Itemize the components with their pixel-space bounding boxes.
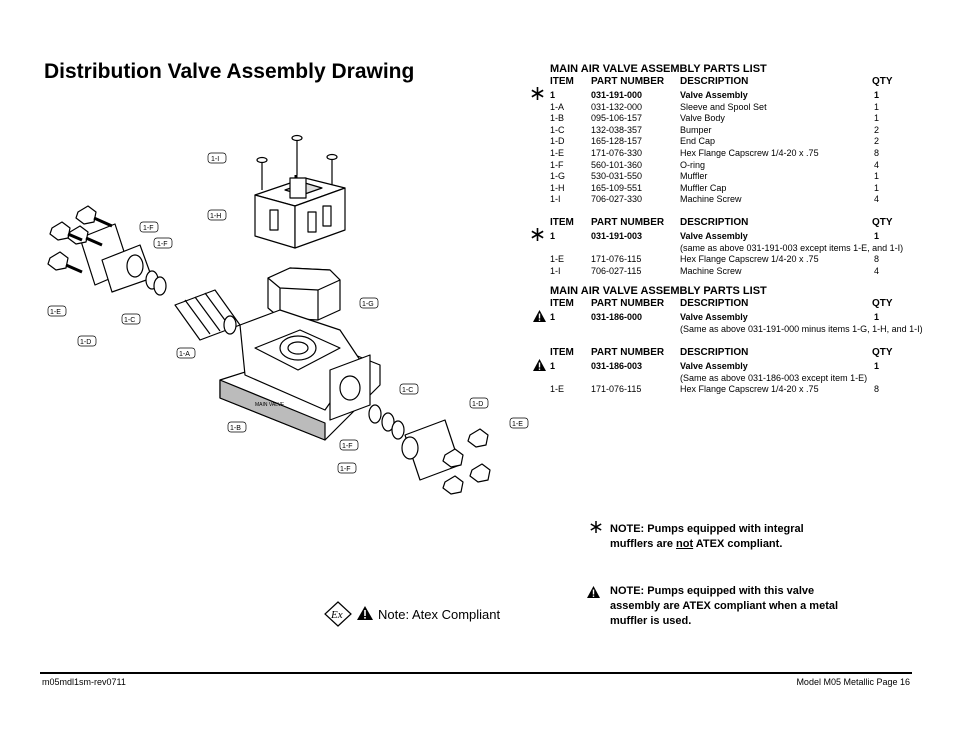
- qty-cell: 8: [874, 254, 880, 265]
- description-cell: Bumper: [680, 124, 712, 135]
- callout-label: 1-H: [210, 213, 222, 220]
- callout-label: 1-E: [50, 309, 61, 316]
- end-cap-icon: [402, 420, 460, 480]
- part-number-cell: 031-186-000: [591, 312, 643, 322]
- callout-label: 1-A: [179, 351, 190, 358]
- qty-cell: 1: [874, 171, 880, 182]
- description-cell: Hex Flange Capscrew 1/4-20 x .75: [680, 254, 819, 265]
- column-header: PART NUMBER: [591, 217, 665, 228]
- warning-icon: [587, 585, 600, 603]
- description-cell: (same as above 031-191-003 except items 1-E, and 1-I): [680, 242, 904, 253]
- item-cell: 1-A: [550, 101, 565, 112]
- description-cell: Muffler Cap: [680, 182, 727, 193]
- page-footer: Model M05 Metallic Page 16: [796, 677, 910, 687]
- column-header: PART NUMBER: [591, 347, 665, 358]
- description-cell: O-ring: [680, 159, 706, 170]
- part-number-cell: 171-076-115: [591, 384, 642, 395]
- description-cell: Machine Screw: [680, 194, 742, 205]
- parts-list-title: MAIN AIR VALVE ASSEMBLY PARTS LIST: [550, 285, 767, 297]
- column-header: DESCRIPTION: [680, 347, 749, 358]
- qty-cell: 1: [874, 361, 880, 371]
- description-cell: Valve Assembly: [680, 231, 748, 241]
- description-cell: Hex Flange Capscrew 1/4-20 x .75: [680, 148, 819, 158]
- part-number-cell: 031-186-003: [591, 361, 643, 371]
- callout-label: 1-F: [342, 443, 353, 450]
- footer-rule: [40, 672, 912, 674]
- column-header: DESCRIPTION: [680, 217, 749, 228]
- asterisk-icon: [590, 520, 602, 538]
- qty-cell: 4: [874, 159, 880, 170]
- parts-list-title: MAIN AIR VALVE ASSEMBLY PARTS LIST: [550, 63, 767, 75]
- column-header: ITEM: [550, 298, 574, 309]
- column-header: QTY: [872, 217, 893, 228]
- column-header: ITEM: [550, 217, 574, 228]
- qty-cell: 1: [874, 90, 880, 100]
- atex-legend-text: Note: Atex Compliant: [378, 607, 501, 622]
- qty-cell: 8: [874, 384, 880, 395]
- qty-cell: 1: [874, 182, 880, 193]
- part-number-cell: 165-109-551: [591, 182, 643, 193]
- item-cell: 1-E: [550, 254, 565, 265]
- warning-icon: [533, 309, 546, 327]
- description-cell: (Same as above 031-191-000 minus items 1-G, 1-H, and 1-I): [680, 323, 923, 334]
- qty-cell: 4: [874, 265, 880, 276]
- item-cell: 1: [550, 90, 556, 100]
- part-number-cell: 706-027-115: [591, 265, 642, 276]
- description-cell: Sleeve and Spool Set: [680, 101, 767, 112]
- svg-text:Ex: Ex: [331, 609, 343, 621]
- part-number-cell: 706-027-330: [591, 194, 643, 205]
- end-cap-icon: [80, 224, 152, 292]
- item-cell: 1-C: [550, 124, 565, 135]
- item-cell: 1-G: [550, 171, 566, 182]
- qty-cell: 2: [874, 124, 880, 135]
- callout-label: 1-B: [230, 425, 241, 432]
- callout-label: 1-I: [211, 156, 220, 163]
- callout-label: 1-F: [143, 225, 154, 232]
- description-cell: Valve Assembly: [680, 312, 748, 322]
- column-header: DESCRIPTION: [680, 76, 749, 87]
- callout-label: 1-D: [472, 401, 484, 408]
- part-number-cell: 031-191-000: [591, 90, 643, 100]
- callout-label: 1-F: [157, 241, 168, 248]
- qty-cell: 1: [874, 312, 880, 322]
- column-header: PART NUMBER: [591, 298, 665, 309]
- atex-ex-icon: [324, 601, 352, 632]
- description-cell: Valve Assembly: [680, 90, 748, 100]
- asterisk-icon: [531, 87, 544, 105]
- part-number-cell: 171-076-330: [591, 148, 643, 158]
- callout-label: 1-C: [402, 387, 414, 394]
- callout-label: 1-C: [124, 317, 136, 324]
- part-number-cell: 560-101-360: [591, 159, 643, 170]
- spool-icon: [175, 290, 240, 340]
- item-cell: 1: [550, 231, 556, 241]
- item-cell: 1-H: [550, 182, 565, 193]
- item-cell: 1-B: [550, 113, 565, 124]
- callout-label: 1-F: [340, 466, 351, 473]
- warning-icon: [357, 606, 373, 625]
- asterisk-icon: [531, 228, 544, 246]
- column-header: ITEM: [550, 347, 574, 358]
- callout-label: 1-D: [80, 339, 92, 346]
- warning-icon: [533, 358, 546, 376]
- qty-cell: 1: [874, 101, 880, 112]
- description-cell: (Same as above 031-186-003 except item 1-E): [680, 372, 868, 383]
- item-cell: 1-E: [550, 148, 565, 158]
- column-header: DESCRIPTION: [680, 298, 749, 309]
- item-cell: 1: [550, 361, 556, 371]
- description-cell: Machine Screw: [680, 265, 742, 276]
- item-cell: 1-I: [550, 265, 561, 276]
- description-cell: Muffler: [680, 171, 708, 182]
- qty-cell: 2: [874, 136, 880, 147]
- qty-cell: 4: [874, 194, 880, 205]
- description-cell: Valve Assembly: [680, 361, 748, 371]
- qty-cell: 1: [874, 231, 880, 241]
- document-code: m05mdl1sm-rev0711: [42, 677, 126, 687]
- part-number-cell: 132-038-357: [591, 124, 643, 135]
- qty-cell: 1: [874, 113, 880, 124]
- housing-text: MAIN VALVE: [255, 402, 285, 408]
- callout-label: 1-G: [362, 301, 374, 308]
- note-integral-mufflers: NOTE: Pumps equipped with integral mufflers are not ATEX compliant.: [610, 523, 804, 550]
- exploded-assembly-drawing: [40, 120, 540, 505]
- item-cell: 1-E: [550, 384, 565, 395]
- item-cell: 1-F: [550, 159, 564, 170]
- valve-body-icon: [220, 310, 380, 440]
- column-header: QTY: [872, 76, 893, 87]
- part-number-cell: 530-031-550: [591, 171, 643, 182]
- note-metal-muffler: NOTE: Pumps equipped with this valve assembly are ATEX compliant when a metal muffler is used.: [610, 585, 839, 627]
- part-number-cell: 171-076-115: [591, 254, 642, 265]
- qty-cell: 8: [874, 148, 880, 158]
- item-cell: 1: [550, 312, 556, 322]
- page-title: Distribution Valve Assembly Drawing: [44, 60, 415, 83]
- part-number-cell: 165-128-157: [591, 136, 643, 147]
- muffler-cap-icon: [255, 178, 345, 248]
- column-header: QTY: [872, 347, 893, 358]
- callout-label: 1-E: [512, 421, 523, 428]
- description-cell: End Cap: [680, 136, 716, 147]
- column-header: QTY: [872, 298, 893, 309]
- column-header: PART NUMBER: [591, 76, 665, 87]
- item-cell: 1-D: [550, 136, 565, 147]
- part-number-cell: 095-106-157: [591, 113, 643, 124]
- part-number-cell: 031-132-000: [591, 101, 643, 112]
- description-cell: Valve Body: [680, 113, 725, 124]
- part-number-cell: 031-191-003: [591, 231, 643, 241]
- column-header: ITEM: [550, 76, 574, 87]
- item-cell: 1-I: [550, 194, 561, 205]
- description-cell: Hex Flange Capscrew 1/4-20 x .75: [680, 384, 819, 395]
